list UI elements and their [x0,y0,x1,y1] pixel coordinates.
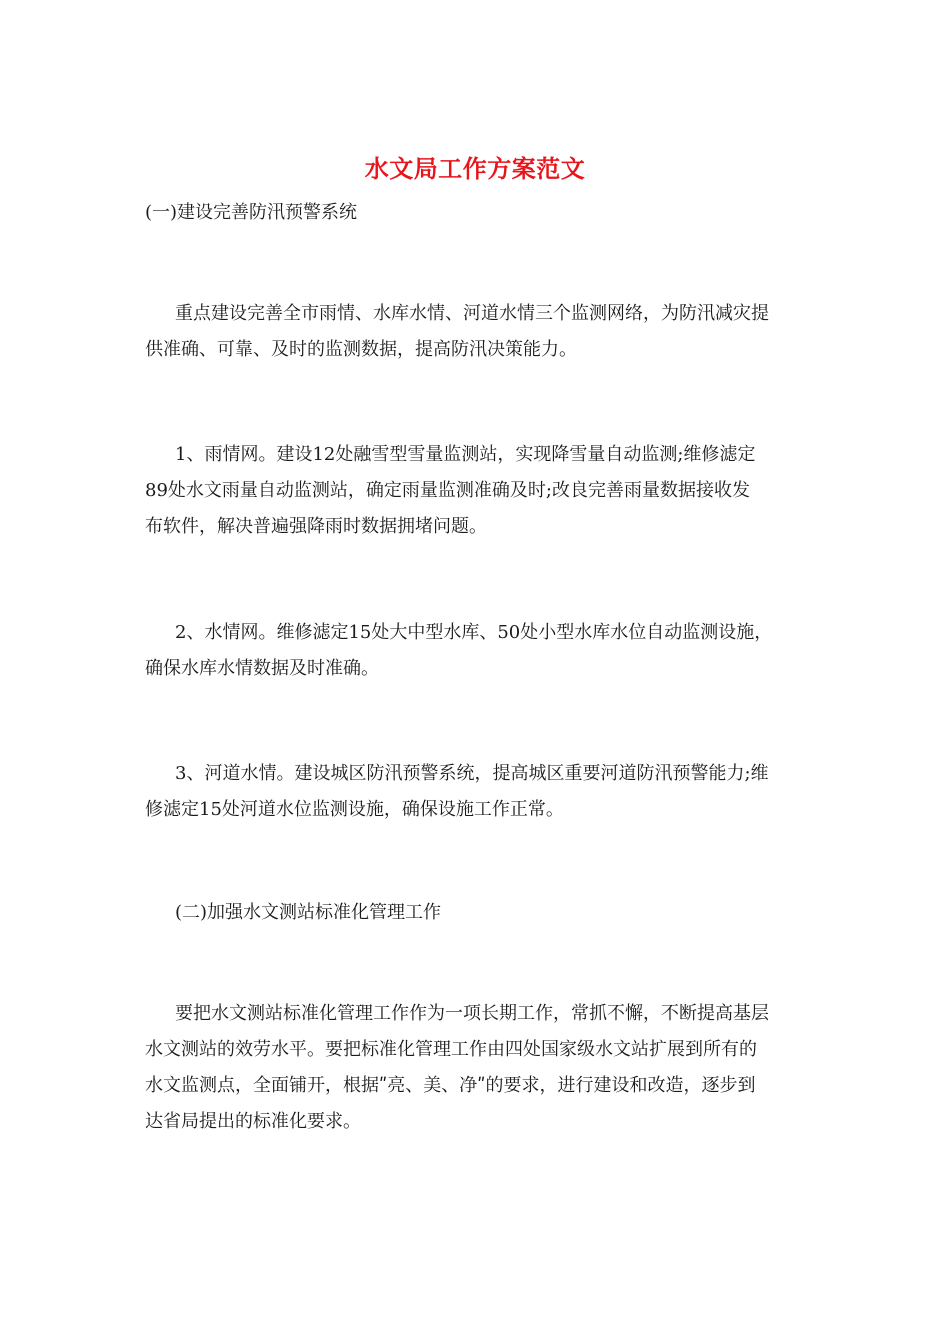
paragraph-river-network [145,756,807,828]
paragraph-line: 水文测站的效劳水平。要把标准化管理工作由四处国家级水文站扩展到所有的 [145,1039,757,1060]
paragraph-line: 布软件，解决普遍强降雨时数据拥堵问题。 [145,516,487,537]
paragraph-line: 达省局提出的标准化要求。 [145,1111,361,1132]
paragraph-line: 水文监测点，全面铺开，根据ʺ亮、美、净ʺ的要求，进行建设和改造，逐步到 [145,1075,756,1096]
paragraph-line: 2、水情网。维修滤定15处大中型水库、50处小型水库水位自动监测设施， [175,622,773,643]
paragraph-line: 要把水文测站标准化管理工作作为一项长期工作，常抓不懈，不断提高基层 [175,1003,769,1024]
paragraph-line: 修滤定15处河道水位监测设施，确保设施工作正常。 [145,799,564,820]
paragraph-line: 供准确、可靠、及时的监测数据，提高防汛决策能力。 [145,339,577,360]
paragraph-line: 1、雨情网。建设12处融雪型雪量监测站，实现降雪量自动监测;维修滤定 [175,444,756,465]
paragraph-water-network [145,615,807,687]
paragraph-intro [145,296,807,368]
paragraph-line: 89处水文雨量自动监测站，确定雨量监测准确及时;改良完善雨量数据接收发 [145,480,750,501]
paragraph-standardization [145,996,807,1140]
section-heading-1: (一)建设完善防汛预警系统 [145,202,358,223]
paragraph-line: 重点建设完善全市雨情、水库水情、河道水情三个监测网络，为防汛减灾提 [175,303,769,324]
paragraph-line: 确保水库水情数据及时准确。 [145,658,379,679]
document-title: 水文局工作方案范文 [364,154,586,183]
paragraph-line: 3、河道水情。建设城区防汛预警系统，提高城区重要河道防汛预警能力;维 [175,763,769,784]
section-heading-2: (二)加强水文测站标准化管理工作 [175,902,442,923]
paragraph-rain-network [145,437,807,545]
